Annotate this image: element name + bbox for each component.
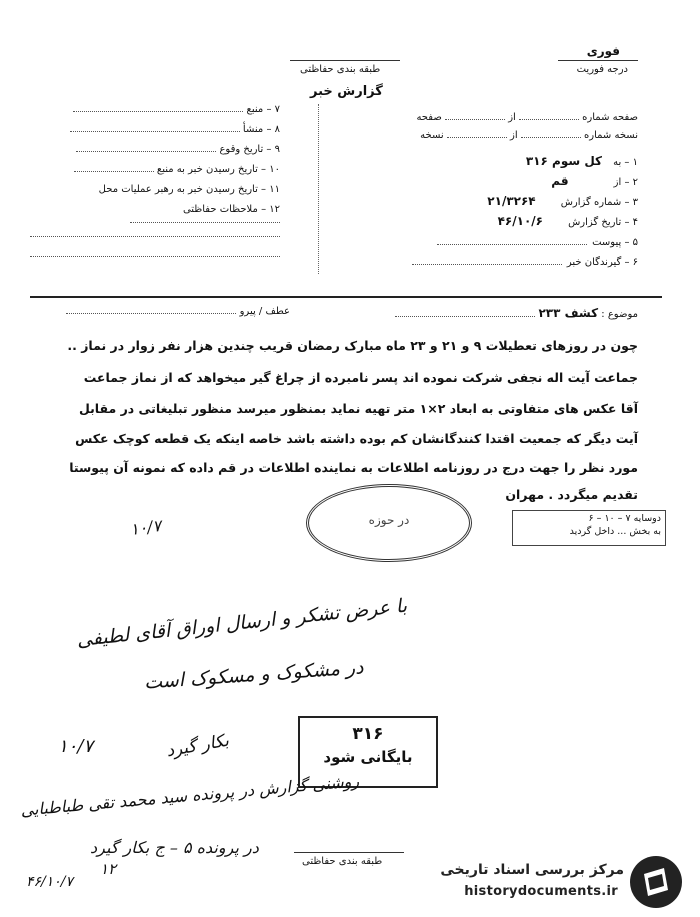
right-field-list xyxy=(338,150,638,270)
left-field-row xyxy=(30,104,280,124)
body-line: جماعت آیت اله نجفی شرکت نموده اند پسر نامبرده از چراغ گیر میخواهد که از نماز جماعت xyxy=(83,370,638,385)
field-label: ۱۲ – ملاحظات حفاظتی xyxy=(182,204,280,215)
archive-logo-graphic xyxy=(630,856,682,908)
oval-stamp xyxy=(306,484,472,562)
watermark-title: مرکز بررسی اسناد تاریخی xyxy=(440,862,624,878)
priority-label: درجه فوریت xyxy=(576,64,628,75)
classification-bottom: طبقه بندی حفاظتی xyxy=(302,856,383,867)
field-label: ۱۱ – تاریخ رسیدن خبر به رهبر عملیات محل xyxy=(98,184,280,195)
right-field-row xyxy=(338,250,638,270)
right-field-row xyxy=(338,230,638,250)
reference-row xyxy=(30,306,290,317)
field-value: ۴۶/۱۰/۶ xyxy=(497,214,543,228)
body-line: چون در روزهای تعطیلات ۹ و ۲۱ و ۲۳ ماه مبارک رمضان قریب چندین هزار نفر زوار در نماز .. xyxy=(67,338,638,353)
classification-bottom-line xyxy=(294,852,404,853)
handwritten-number: ۱۲ xyxy=(100,860,117,878)
handwritten-date-bottom: ۴۶/۱۰/۷ xyxy=(26,874,74,890)
page-number-row xyxy=(338,112,638,123)
subject-label: موضوع xyxy=(607,309,638,320)
receipt-line-2: به بخش ... داخل گردید xyxy=(569,526,661,537)
page-no-label: صفحه شماره xyxy=(582,112,638,123)
right-field-row xyxy=(338,170,638,190)
handwritten-date-a: ۱۰/۷ xyxy=(58,736,94,757)
field-label: ۵ – پیوست xyxy=(592,237,638,248)
watermark-url: historydocuments.ir xyxy=(464,884,618,899)
right-field-row xyxy=(338,150,638,170)
field-label: ۹ – تاریخ وقوع xyxy=(219,144,280,155)
oval-stamp-text: در حوزه xyxy=(368,513,410,527)
body-line: تقدیم میگردد . مهران xyxy=(505,487,638,502)
left-field-row xyxy=(30,124,280,144)
field-label: ۱ – به xyxy=(613,157,638,168)
body-line: آقا عکس های متفاوتی به ابعاد ۲×۱ متر تهیه نماید بمنظور میرسد منظور تبلیغاتی در مقابل xyxy=(78,401,638,416)
field-label: ۸ – منشأ xyxy=(242,124,280,135)
body-line: مورد نظر را جهت درج در روزنامه اطلاعات به نماینده اطلاعات در قم داده که نمونه آن پیوستا xyxy=(69,460,638,475)
right-field-row xyxy=(338,190,638,210)
field-value: قم xyxy=(551,174,569,188)
copy-no-label: نسخه شماره xyxy=(584,130,638,141)
reference-label: عطف / پیرو xyxy=(239,306,290,317)
field-label: ۲ – از xyxy=(613,177,638,188)
archive-logo-icon xyxy=(630,856,682,908)
copy-unit-label: نسخه xyxy=(420,130,444,141)
right-field-row xyxy=(338,210,638,230)
priority-underline xyxy=(558,60,638,61)
column-divider xyxy=(318,104,319,274)
handwritten-note-2: در مشکوک و مسکوک است xyxy=(143,656,365,694)
classification-top: طبقه بندی حفاظتی xyxy=(300,64,381,75)
copy-of-label: از xyxy=(510,130,518,141)
archive-number: ۳۱۶ xyxy=(352,724,384,744)
field-label: ۶ – گیرندگان خبر xyxy=(566,257,638,268)
subject-value: کشف ۲۳۳ xyxy=(538,306,599,320)
left-field-list xyxy=(30,104,280,224)
left-field-row xyxy=(30,144,280,164)
copy-number-row xyxy=(338,130,638,141)
receipt-line-1: دوسایه ۷ – ۱۰ – ۶ xyxy=(588,513,661,524)
left-field-row xyxy=(30,204,280,224)
field-value: کل سوم ۳۱۶ xyxy=(525,154,603,168)
subject-row: موضوع : کشف ۲۳۳ xyxy=(318,306,638,320)
archive-text: بایگانی شود xyxy=(323,748,413,766)
priority-value: فوری xyxy=(586,44,620,58)
handwritten-note-4: در پرونده ۵ – ج بکار گیرد xyxy=(90,838,259,857)
field-label: ۴ – تاریخ گزارش xyxy=(568,217,638,228)
left-field-row xyxy=(30,184,280,204)
body-line: آیت دیگر که جمعیت اقتدا کنندگانشان کم بوده داشته باشد خاصه اینکه یک قطعه کوچک عکس xyxy=(75,431,638,446)
field-label: ۱۰ – تاریخ رسیدن خبر به منبع xyxy=(156,164,280,175)
field-label: ۳ – شماره گزارش xyxy=(560,197,638,208)
initials-note: ۱۰/۷ xyxy=(128,515,163,540)
page-of-label: از xyxy=(508,112,516,123)
report-title: گزارش خبر xyxy=(310,84,383,99)
handwritten-sig-a: بکار گیرد xyxy=(164,730,231,762)
left-field-row xyxy=(30,164,280,184)
field-label: ۷ – منبع xyxy=(246,104,280,115)
receipt-stamp xyxy=(512,510,666,546)
section-rule xyxy=(30,296,662,298)
handwritten-note-1: با عرض تشکر و ارسال اوراق آقای لطیفی xyxy=(75,594,408,652)
handwritten-note-3: روشنی گزارش در پرونده سید محمد تقی طباطبایی xyxy=(19,771,360,820)
field-value: ۲۱/۳۲۶۴ xyxy=(487,194,536,208)
page-unit-label: صفحه xyxy=(416,112,442,123)
classification-top-line xyxy=(290,60,400,61)
